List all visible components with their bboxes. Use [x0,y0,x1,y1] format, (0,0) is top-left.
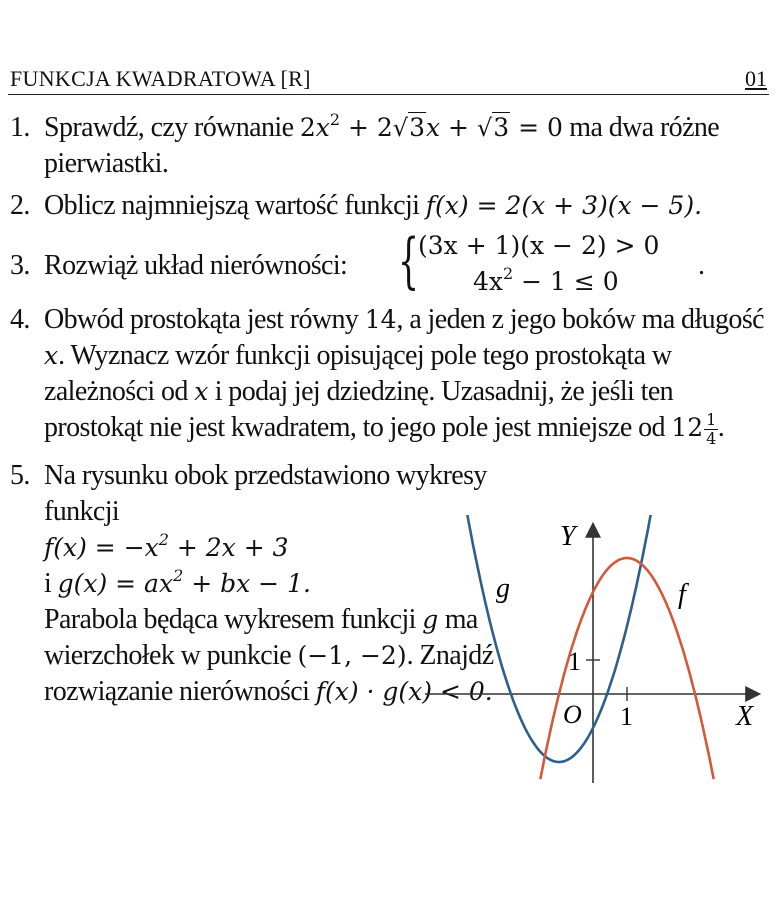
inequality: f(x) · g(x) < 0. [315,677,493,707]
parabola-f [540,558,713,779]
equation: $2x^2 + 2√3x + √3 = 0$ [299,110,563,142]
page-number: 01 [745,66,767,91]
problem-text: . Wyznacz wzór funkcji opisującej pole tego prostokąta w zależności od [44,340,672,407]
problem-text: Na rysunku obok przedstawiono wykresy funkcji [44,460,487,528]
inequality-1: (3x + 1)(x − 2) > 0 [418,231,660,260]
variable-x: x [44,341,59,370]
problem-text: Sprawdź, czy równanie [44,112,294,143]
x-tick-label: 1 [620,702,633,731]
axis-x-label: X [736,701,754,732]
f-formula: $f(x) = -x^2 + 2x + 3$ [44,530,289,563]
function-formula: f(x) = 2(x + 3)(x − 5). [425,191,703,220]
problem-text: i podaj jej dziedzinę. Uzasadnij, że jeśli ten prostokąt nie jest kwadratem, to jego pole jest mniejsze od [44,376,674,443]
problem-text: Oblicz najmniejszą wartość funkcji [44,190,420,221]
fraction: $\frac{1}{4}$ [706,410,716,449]
problem-number: 4. [10,304,30,335]
function-g: g [422,605,439,635]
problem-1 [10,110,770,182]
problem-text: ma wierzchołek w punkcie [44,604,478,672]
problem-text: . Znajdź rozwiązanie nierówności [44,640,494,708]
inequality-2: $4x^2 - 1 \le 0$ [473,264,619,296]
system-brace: { [398,226,419,296]
axis-y-label: Y [560,521,576,552]
problem-text: Parabola będąca wykresem funkcji [44,604,416,636]
perimeter-value: 14 [364,305,397,334]
vertex-point: (−1, −2) [297,641,407,671]
problem-4 [10,302,770,448]
conjunction: i [44,568,52,600]
problem-number: 2. [10,190,30,221]
period: . [717,412,725,443]
period: . [698,250,705,281]
problem-3 [10,228,770,300]
page-header [8,64,769,95]
g-formula: $g(x) = ax^2$ + bx − 1. [57,566,311,599]
problem-text: Obwód prostokąta jest równy [44,304,359,335]
problem-number: 1. [10,112,30,143]
mixed-number-whole: 12 [671,413,704,442]
variable-x: x [194,377,209,406]
problem-number: 3. [10,250,30,281]
problem-2 [10,188,770,224]
problem-number: 5. [10,460,30,492]
function-graph [420,515,765,790]
y-tick-label: 1 [568,647,581,676]
label-f: f [678,579,686,610]
problem-text: Rozwiąż układ nierówności: [44,250,348,281]
label-g: g [496,573,510,604]
section-title: FUNKCJA KWADRATOWA [R] [10,66,311,91]
problem-text: , a jeden z jego boków ma długość [396,304,764,335]
problem-text-end: ma dwa różne pierwiastki. [44,112,720,179]
origin-label: O [563,700,582,729]
